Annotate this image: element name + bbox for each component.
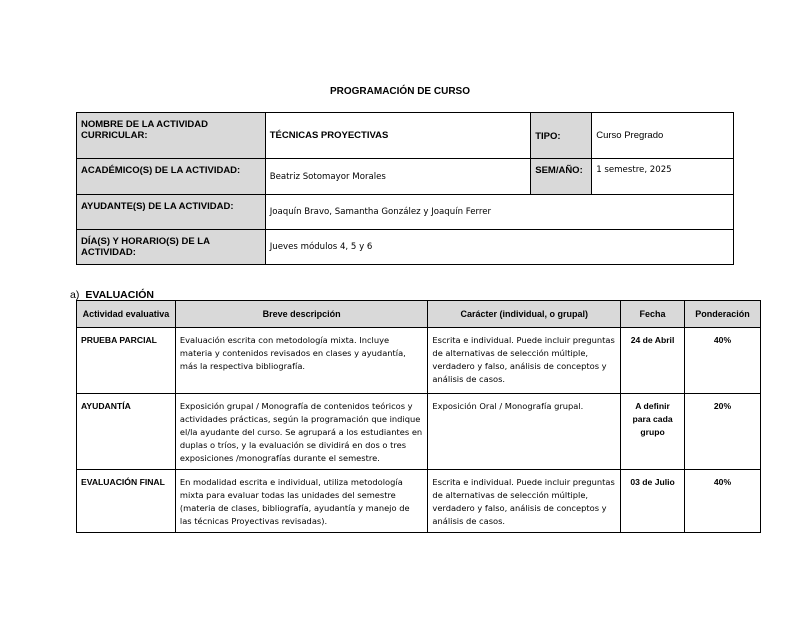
evaluation-table [76, 300, 761, 533]
sem-label: SEM/AÑO: [531, 159, 592, 195]
sem-value: 1 semestre, 2025 [592, 159, 734, 195]
weight-cell: 40% [685, 328, 761, 394]
ayudante-label: AYUDANTE(S) DE LA ACTIVIDAD: [77, 195, 266, 230]
character-cell: Escrita e individual. Puede incluir preguntas de alternativas de selección múltiple, verdadero y falso, análisis de conceptos y análisis de casos. [428, 470, 621, 533]
header-description: Breve descripción [175, 301, 428, 328]
course-name-row [77, 113, 734, 159]
evaluation-header-row [77, 301, 761, 328]
table-row [77, 470, 761, 533]
description-cell: Exposición grupal / Monografía de contenidos teóricos y actividades prácticas, según la programación que indique el/la ayudante del curso. Se agrupará a los estudiantes en duplas o tríos, y la evaluación se dividirá en dos o tres exposiciones /monografías durante el semestre. [175, 394, 428, 470]
evaluation-heading-letter: a) [70, 289, 80, 301]
date-cell: 24 de Abril [621, 328, 685, 394]
academic-label: ACADÉMICO(S) DE LA ACTIVIDAD: [77, 159, 266, 195]
activity-cell: PRUEBA PARCIAL [77, 328, 176, 394]
ayudante-value: Joaquín Bravo, Samantha González y Joaquín Ferrer [265, 195, 733, 230]
academic-value: Beatriz Sotomayor Morales [265, 159, 531, 195]
header-character: Carácter (individual, o grupal) [428, 301, 621, 328]
ayudante-row [77, 195, 734, 230]
tipo-label: TIPO: [531, 113, 592, 159]
activity-cell: EVALUACIÓN FINAL [77, 470, 176, 533]
document-title: PROGRAMACIÓN DE CURSO [329, 86, 470, 97]
character-cell: Escrita e individual. Puede incluir preguntas de alternativas de selección múltiple, verdadero y falso, análisis de conceptos y análisis de casos. [428, 328, 621, 394]
header-weight: Ponderación [685, 301, 761, 328]
character-cell: Exposición Oral / Monografía grupal. [428, 394, 621, 470]
weight-cell: 40% [685, 470, 761, 533]
table-row [77, 328, 761, 394]
course-name-label: NOMBRE DE LA ACTIVIDAD CURRICULAR: [77, 113, 266, 159]
course-info-table [76, 112, 734, 265]
description-cell: En modalidad escrita e individual, utiliza metodología mixta para evaluar todas las unidades del semestre (materia de clases, bibliografía, ayudantía y manejo de las técnicas Proyectivas revisadas). [175, 470, 428, 533]
date-cell: 03 de Julio [621, 470, 685, 533]
weight-cell: 20% [685, 394, 761, 470]
horario-value: Jueves módulos 4, 5 y 6 [265, 230, 733, 265]
table-row [77, 394, 761, 470]
header-activity: Actividad evaluativa [77, 301, 176, 328]
horario-row [77, 230, 734, 265]
description-cell: Evaluación escrita con metodología mixta. Incluye materia y contenidos revisados en clases y ayudantía, más la respectiva bibliografía. [175, 328, 428, 394]
evaluation-heading-text: EVALUACIÓN [85, 289, 154, 301]
horario-label: DÍA(S) Y HORARIO(S) DE LA ACTIVIDAD: [77, 230, 266, 265]
tipo-value: Curso Pregrado [592, 113, 734, 159]
date-cell: A definir para cada grupo [621, 394, 685, 470]
header-date: Fecha [621, 301, 685, 328]
course-name-value: TÉCNICAS PROYECTIVAS [265, 113, 531, 159]
academic-row [77, 159, 734, 195]
activity-cell: AYUDANTÍA [77, 394, 176, 470]
